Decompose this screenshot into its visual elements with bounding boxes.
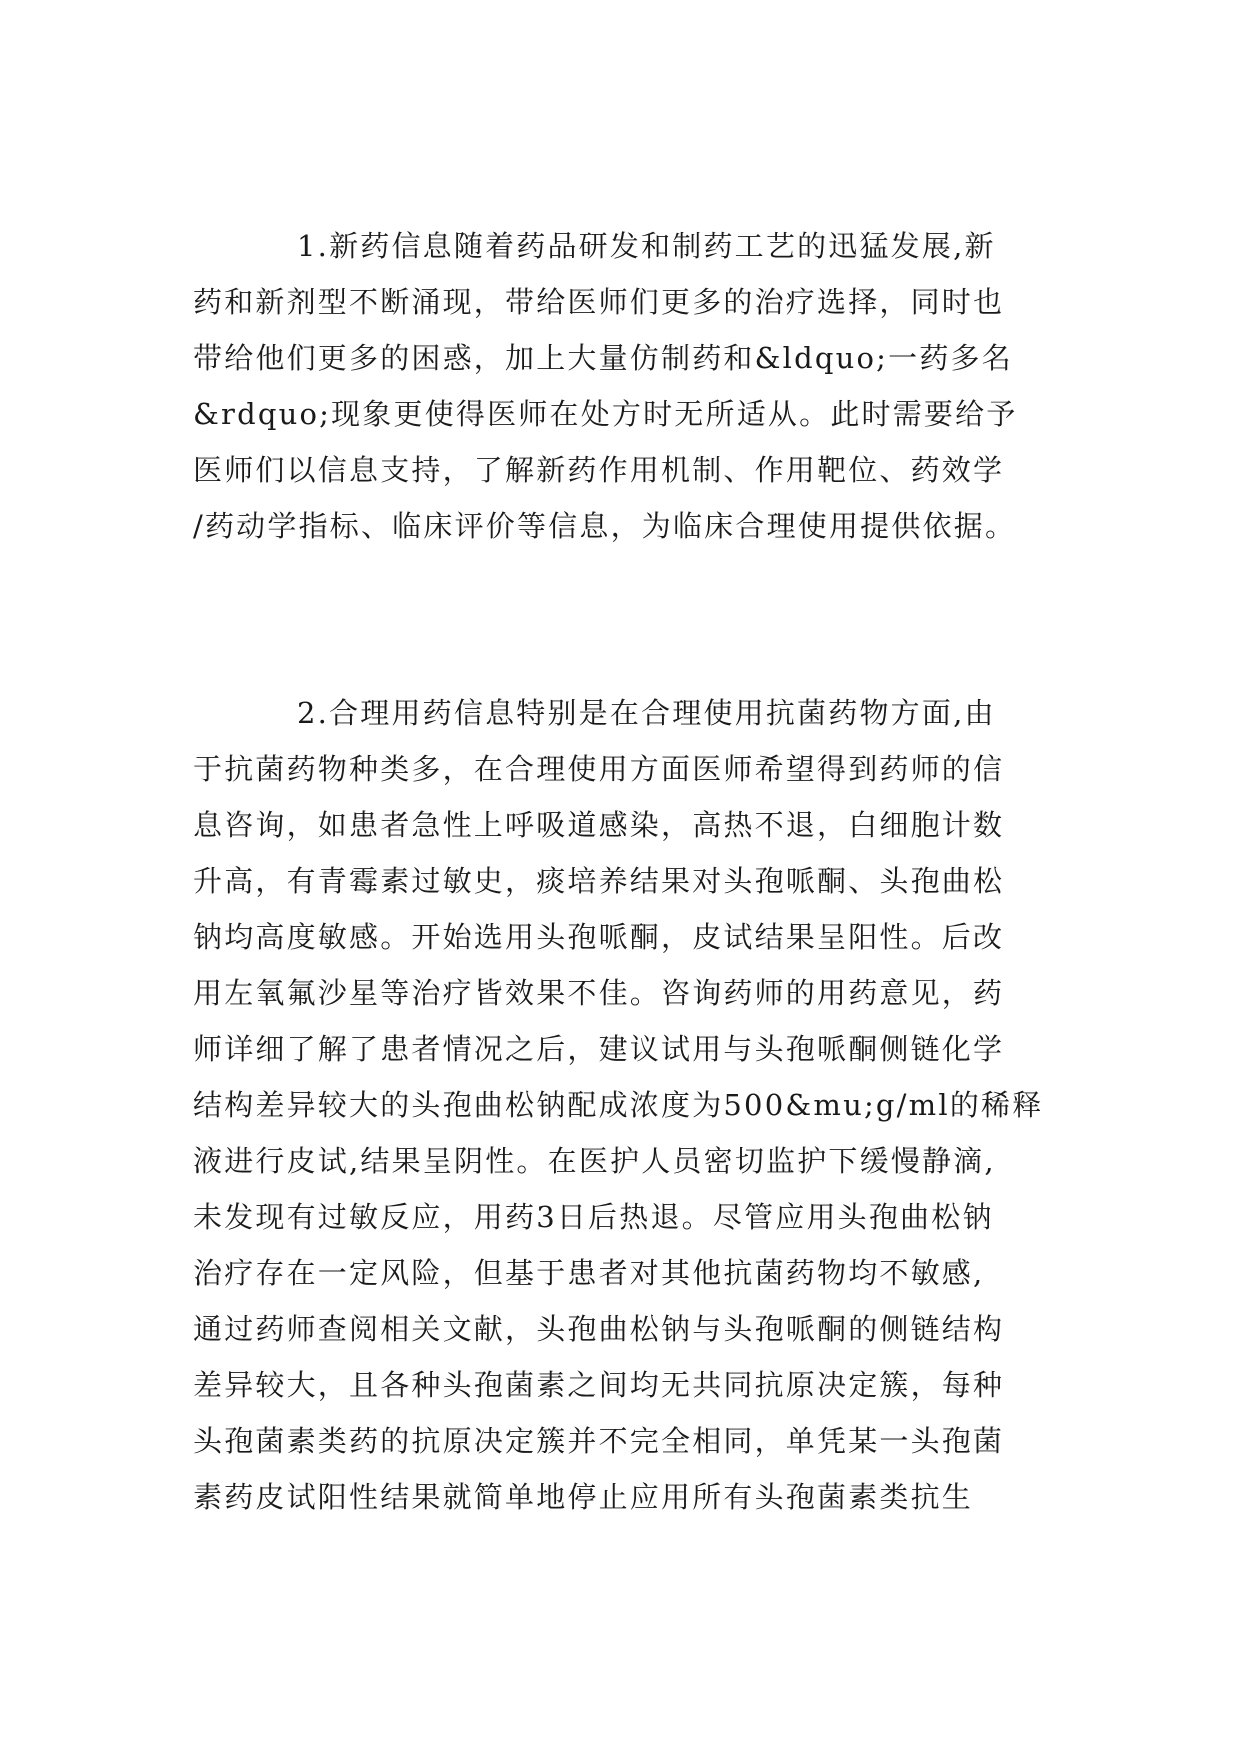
text-line: &rdquo;现象更使得医师在处方时无所适从。此时需要给予	[193, 397, 1018, 431]
text-line: 药和新剂型不断涌现，带给医师们更多的治疗选择，同时也	[193, 285, 1005, 319]
text-line: 医师们以信息支持，了解新药作用机制、作用靶位、药效学	[193, 453, 1005, 487]
text-line: 息咨询，如患者急性上呼吸道感染，高热不退，白细胞计数	[193, 808, 1005, 842]
text-line: 未发现有过敏反应，用药3日后热退。尽管应用头孢曲松钠	[193, 1200, 994, 1234]
paragraph-new-drug-info	[193, 218, 1073, 554]
text-line: 2.合理用药信息特别是在合理使用抗菌药物方面,由	[297, 696, 996, 730]
text-line: 结构差异较大的头孢曲松钠配成浓度为500&mu;g/ml的稀释	[193, 1088, 1044, 1122]
text-line: 于抗菌药物种类多，在合理使用方面医师希望得到药师的信	[193, 752, 1005, 786]
text-line: 治疗存在一定风险，但基于患者对其他抗菌药物均不敏感,	[193, 1256, 985, 1290]
text-line: 通过药师查阅相关文献，头孢曲松钠与头孢哌酮的侧链结构	[193, 1312, 1005, 1346]
text-line: 素药皮试阳性结果就简单地停止应用所有头孢菌素类抗生	[193, 1480, 974, 1514]
text-line: 升高，有青霉素过敏史，痰培养结果对头孢哌酮、头孢曲松	[193, 864, 1005, 898]
text-line: /药动学指标、临床评价等信息，为临床合理使用提供依据。	[193, 509, 1017, 543]
text-line: 1.新药信息随着药品研发和制药工艺的迅猛发展,新	[297, 229, 996, 263]
paragraph-rational-drug-use	[193, 685, 1073, 1525]
text-line: 用左氧氟沙星等治疗皆效果不佳。咨询药师的用药意见，药	[193, 976, 1005, 1010]
text-line: 师详细了解了患者情况之后，建议试用与头孢哌酮侧链化学	[193, 1032, 1005, 1066]
text-line: 头孢菌素类药的抗原决定簇并不完全相同，单凭某一头孢菌	[193, 1424, 1005, 1458]
text-line: 液进行皮试,结果呈阴性。在医护人员密切监护下缓慢静滴,	[193, 1144, 996, 1178]
text-line: 差异较大，且各种头孢菌素之间均无共同抗原决定簇，每种	[193, 1368, 1005, 1402]
text-line: 带给他们更多的困惑，加上大量仿制药和&ldquo;一药多名	[193, 341, 1013, 375]
text-line: 钠均高度敏感。开始选用头孢哌酮，皮试结果呈阳性。后改	[193, 920, 1005, 954]
